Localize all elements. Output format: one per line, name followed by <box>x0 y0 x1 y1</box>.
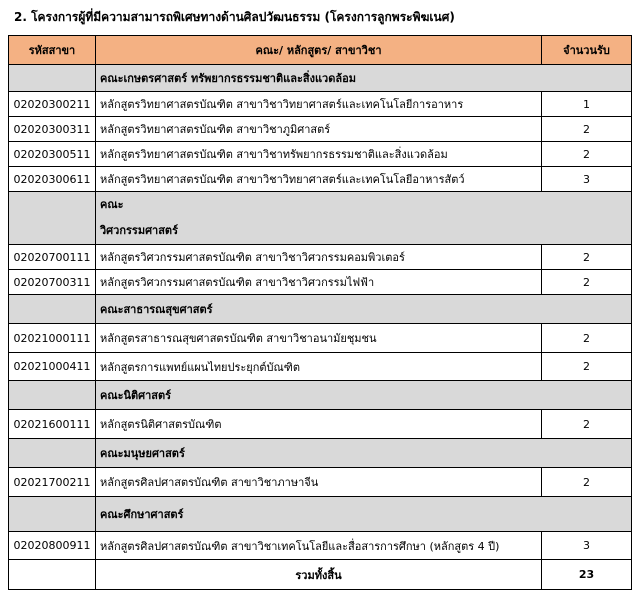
faculty-name: คณะเกษตรศาสตร์ ทรัพยากรธรรมชาติและสิ่งแวดล้อม <box>96 65 632 92</box>
program-name: หลักสูตรวิศวกรรมศาสตรบัณฑิต สาขาวิชาวิศวกรรมคอมพิวเตอร์ <box>96 245 542 270</box>
program-name: หลักสูตรวิศวกรรมศาสตรบัณฑิต สาขาวิชาวิศวกรรมไฟฟ้า <box>96 270 542 295</box>
table-row <box>9 92 632 117</box>
program-name: หลักสูตรศิลปศาสตรบัณฑิต สาขาวิชาภาษาจีน <box>96 468 542 497</box>
program-code: 02020300611 <box>9 167 96 192</box>
program-code: 02020700311 <box>9 270 96 295</box>
table-header-row <box>9 36 632 65</box>
program-count: 1 <box>542 92 632 117</box>
faculty-row <box>9 192 632 245</box>
table-row <box>9 117 632 142</box>
total-label: รวมทั้งสิ้น <box>96 560 542 590</box>
program-code: 02020300311 <box>9 117 96 142</box>
program-code: 02021000111 <box>9 324 96 353</box>
program-name: หลักสูตรวิทยาศาสตรบัณฑิต สาขาวิชาทรัพยากรธรรมชาติและสิ่งแวดล้อม <box>96 142 542 167</box>
table-row <box>9 270 632 295</box>
faculty-row <box>9 497 632 532</box>
total-row <box>9 560 632 590</box>
faculty-name: คณะศึกษาศาสตร์ <box>96 497 632 532</box>
faculty-name: คณะสาธารณสุขศาสตร์ <box>96 295 632 324</box>
program-name: หลักสูตรวิทยาศาสตรบัณฑิต สาขาวิชาวิทยาศาสตร์และเทคโนโลยีอาหารสัตว์ <box>96 167 542 192</box>
program-code: 02021000411 <box>9 353 96 381</box>
header-program: คณะ/ หลักสูตร/ สาขาวิชา <box>96 36 542 65</box>
table-row <box>9 468 632 497</box>
faculty-row <box>9 381 632 410</box>
program-name: หลักสูตรวิทยาศาสตรบัณฑิต สาขาวิชาวิทยาศาสตร์และเทคโนโลยีการอาหาร <box>96 92 542 117</box>
program-count: 2 <box>542 324 632 353</box>
program-code: 02020300211 <box>9 92 96 117</box>
program-name: หลักสูตรสาธารณสุขศาสตรบัณฑิต สาขาวิชาอนามัยชุมชน <box>96 324 542 353</box>
program-name: หลักสูตรนิติศาสตรบัณฑิต <box>96 410 542 439</box>
table-row <box>9 410 632 439</box>
program-name: หลักสูตรศิลปศาสตรบัณฑิต สาขาวิชาเทคโนโลยีและสื่อสารการศึกษา (หลักสูตร 4 ปี) <box>96 532 542 560</box>
program-code: 02021700211 <box>9 468 96 497</box>
program-count: 2 <box>542 117 632 142</box>
faculty-row <box>9 65 632 92</box>
program-code: 02020800911 <box>9 532 96 560</box>
program-count: 2 <box>542 270 632 295</box>
program-count: 3 <box>542 167 632 192</box>
program-count: 2 <box>542 142 632 167</box>
table-row <box>9 532 632 560</box>
faculty-name: คณะนิติศาสตร์ <box>96 381 632 410</box>
faculty-row <box>9 439 632 468</box>
section-heading: 2. โครงการผู้ที่มีความสามารถพิเศษทางด้านศิลปวัฒนธรรม (โครงการลูกพระพิฆเนศ) <box>14 10 455 24</box>
program-count: 2 <box>542 468 632 497</box>
table-row <box>9 324 632 353</box>
table-row <box>9 353 632 381</box>
program-table <box>8 35 632 590</box>
faculty-row <box>9 295 632 324</box>
table-row <box>9 142 632 167</box>
program-code: 02020700111 <box>9 245 96 270</box>
program-count: 2 <box>542 353 632 381</box>
total-value: 23 <box>542 560 632 590</box>
program-name: หลักสูตรการแพทย์แผนไทยประยุกต์บัณฑิต <box>96 353 542 381</box>
program-count: 2 <box>542 245 632 270</box>
header-count: จำนวนรับ <box>542 36 632 65</box>
program-code: 02020300511 <box>9 142 96 167</box>
program-name: หลักสูตรวิทยาศาสตรบัณฑิต สาขาวิชาภูมิศาสตร์ <box>96 117 542 142</box>
table-row <box>9 167 632 192</box>
program-count: 2 <box>542 410 632 439</box>
header-code: รหัสสาขา <box>9 36 96 65</box>
faculty-name: คณะวิศวกรรมศาสตร์ <box>100 198 178 237</box>
program-code: 02021600111 <box>9 410 96 439</box>
faculty-name: คณะมนุษยศาสตร์ <box>96 439 632 468</box>
table-row <box>9 245 632 270</box>
program-count: 3 <box>542 532 632 560</box>
